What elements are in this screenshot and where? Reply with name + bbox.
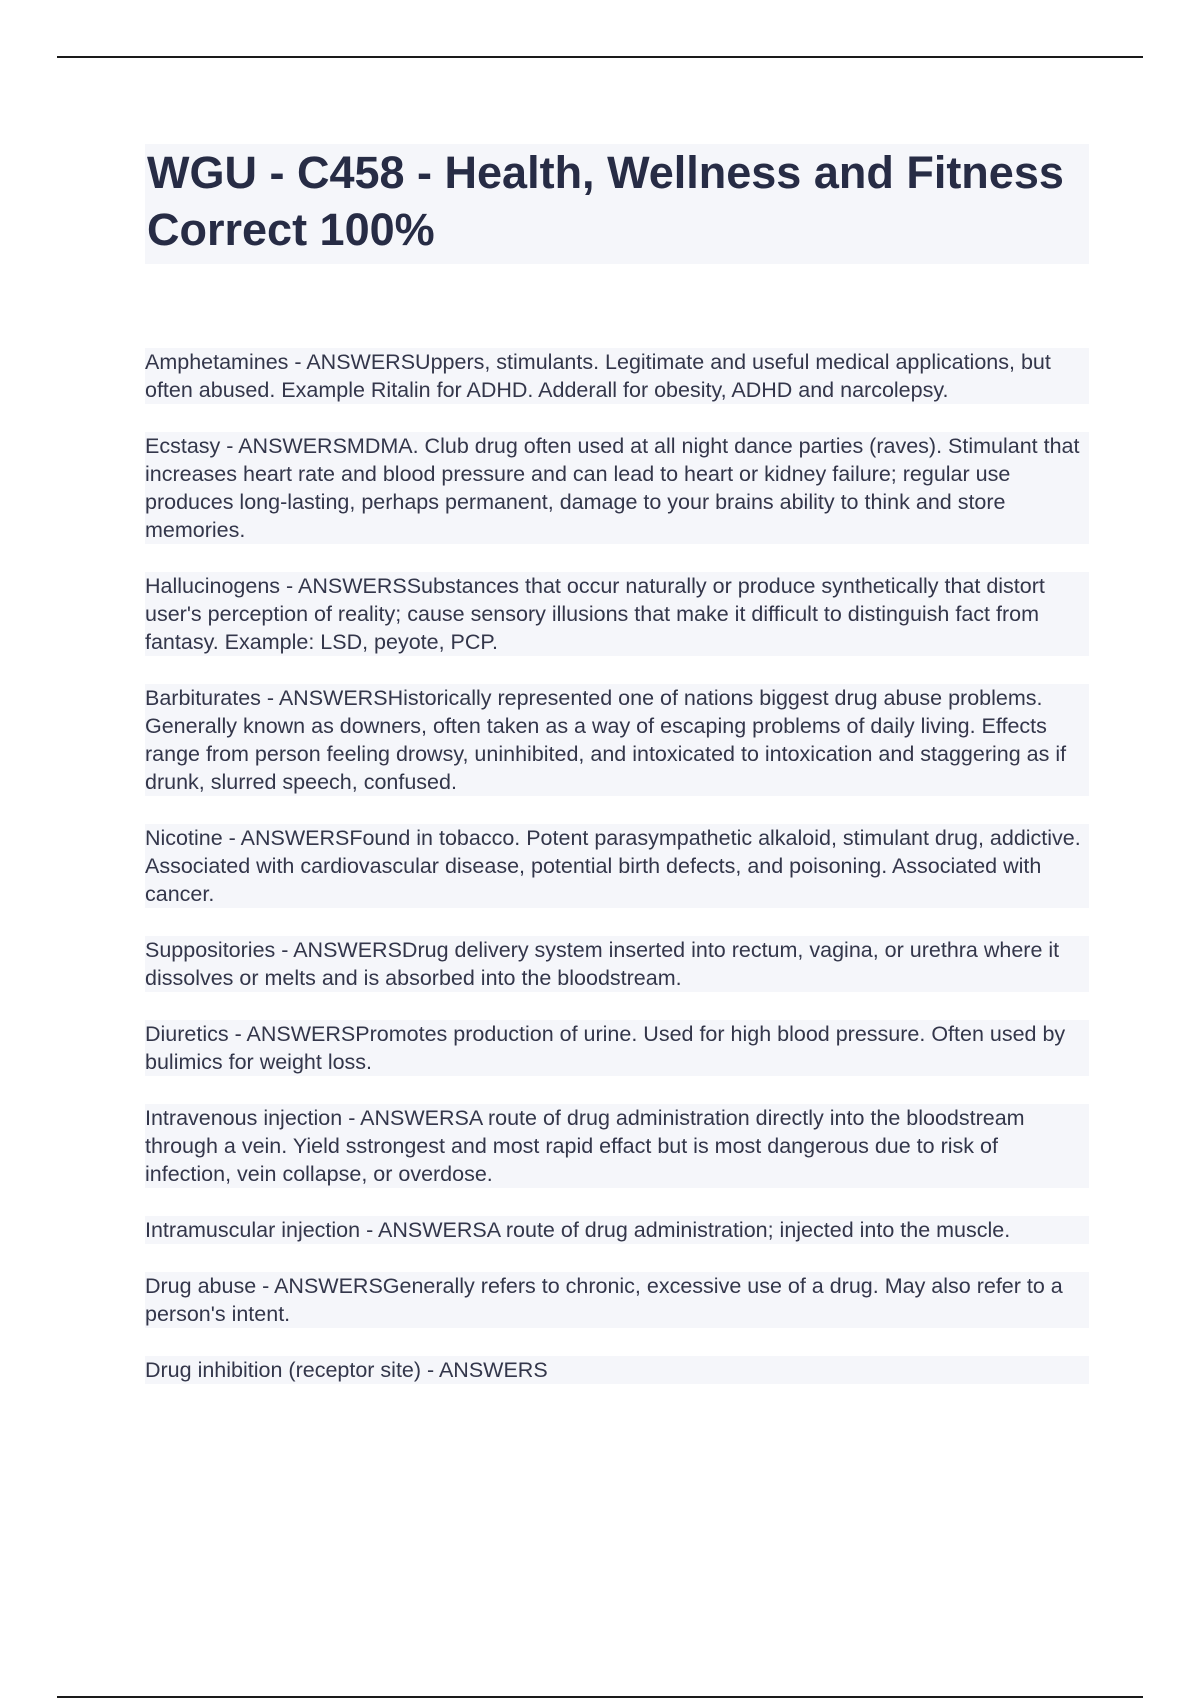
entry-term: Drug inhibition (receptor site) [145,1358,422,1382]
flashcard-entry [145,348,1089,404]
flashcard-entry [145,1272,1089,1328]
entry-term: Nicotine [145,826,223,850]
flashcard-entry [145,1216,1089,1244]
entry-definition: Found in tobacco. Potent parasympathetic alkaloid, stimulant drug, addictive. Associated with cardiovascular disease, potential birth defects, and poisoning. Associated with cancer. [145,826,1086,906]
entry-separator: - ANSWERS [360,1218,487,1242]
entry-separator: - ANSWERS [275,938,402,962]
entry-definition: A route of drug administration; injected into the muscle. [486,1218,1011,1242]
entry-separator: - ANSWERS [342,1106,469,1130]
entry-definition: A route of drug administration directly into the bloodstream through a vein. Yield sstrongest and most rapid effact but is most dangerous due to risk of infection, vein collapse, or overdose. [145,1106,1031,1186]
entry-definition: Promotes production of urine. Used for high blood pressure. Often used by bulimics for weight loss. [145,1022,1072,1074]
entry-definition: Uppers, stimulants. Legitimate and useful medical applications, but often abused. Example Ritalin for ADHD. Adderall for obesity, ADHD and narcolepsy. [145,350,1057,402]
entry-term: Drug abuse [145,1274,257,1298]
flashcard-entry [145,572,1089,656]
entry-separator: - ANSWERS [222,826,350,850]
entry-definition: Historically represented one of nations biggest drug abuse problems. Generally known as downers, often taken as a way of escaping problems of daily living. Effects range from person feeling drowsy, uninhibited, and intoxicated to intoxication and staggering as if drunk, slurred speech, confused. [145,686,1073,794]
entry-separator: - ANSWERS [220,434,347,458]
bottom-rule [57,1696,1143,1698]
entry-separator: - ANSWERS [260,686,388,710]
title-block [145,144,1089,264]
entry-separator: - ANSWERS [421,1358,548,1382]
document-title: WGU - C458 - Health, Wellness and Fitness Correct 100% [147,147,1064,255]
top-rule [57,56,1143,58]
flashcard-entry [145,936,1089,992]
flashcard-entry [145,1356,1089,1384]
entry-definition: Substances that occur naturally or produce synthetically that distort user's perception of reality; cause sensory illusions that make it difficult to distinguish fact from fantasy. Example: LSD, peyote, PCP. [145,574,1051,654]
flashcard-entry [145,432,1089,544]
flashcard-entry [145,824,1089,908]
flashcard-list [145,348,1089,1384]
entry-term: Barbiturates [145,686,261,710]
document-page [145,144,1089,1412]
entry-separator: - ANSWERS [280,574,407,598]
entry-term: Intravenous injection [145,1106,343,1130]
entry-definition: Generally refers to chronic, excessive use of a drug. May also refer to a person's intent. [145,1274,1069,1326]
entry-term: Intramuscular injection [145,1218,361,1242]
flashcard-entry [145,684,1089,796]
entry-separator: - ANSWERS [256,1274,383,1298]
entry-term: Amphetamines [145,350,289,374]
flashcard-entry [145,1020,1089,1076]
flashcard-entry [145,1104,1089,1188]
entry-term: Diuretics [145,1022,229,1046]
entry-term: Ecstasy [145,434,221,458]
entry-term: Suppositories [145,938,276,962]
entry-term: Hallucinogens [145,574,281,598]
entry-separator: - ANSWERS [288,350,416,374]
entry-definition: MDMA. Club drug often used at all night dance parties (raves). Stimulant that increases heart rate and blood pressure and can lead to heart or kidney failure; regular use produces long-lasting, perhaps permanent, damage to your brains ability to think and store memories. [145,434,1086,542]
entry-separator: - ANSWERS [228,1022,356,1046]
entry-definition: Drug delivery system inserted into rectum, vagina, or urethra where it dissolves or melts and is absorbed into the bloodstream. [145,938,1066,990]
